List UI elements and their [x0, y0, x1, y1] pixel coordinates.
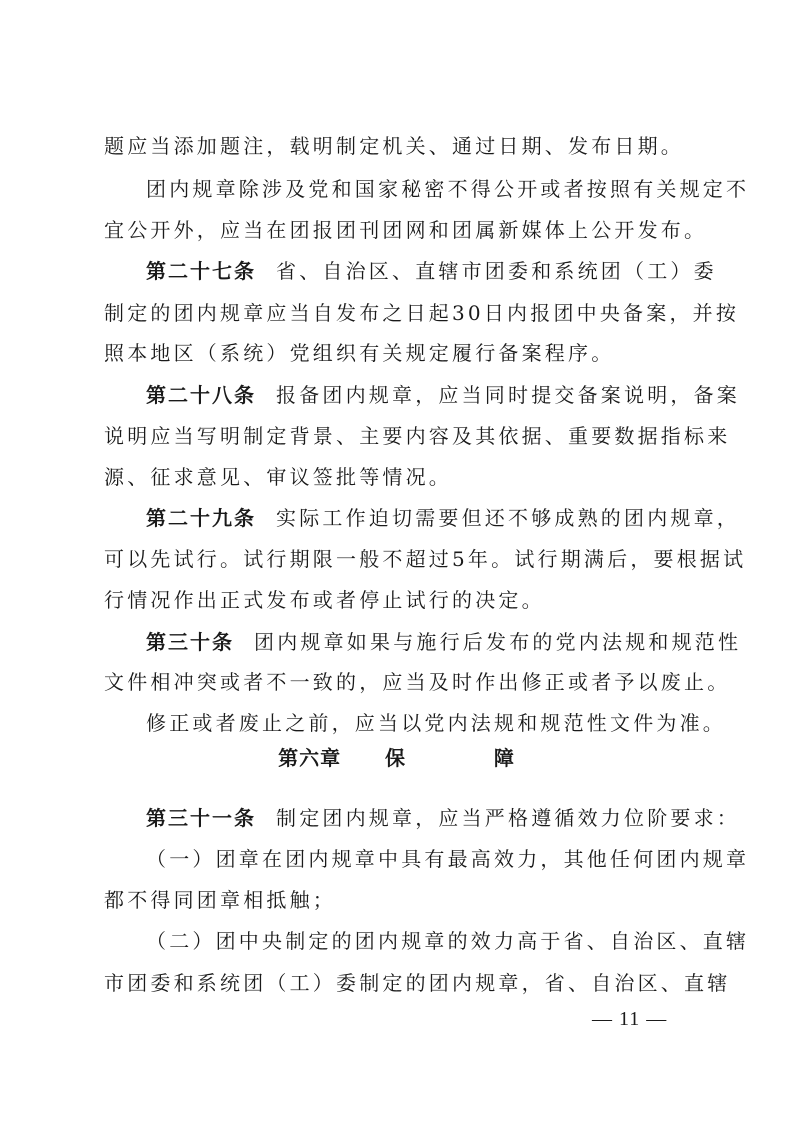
article-31-line	[146, 806, 740, 830]
article-30-text: 团内规章如果与施行后发布的党内法规和规范性	[254, 630, 742, 654]
body-text-line: 制定的团内规章应当自发布之日起30日内报团中央备案，并按	[104, 301, 740, 325]
body-text-line: （一）团章在团内规章中具有最高效力，其他任何团内规章	[146, 847, 750, 871]
body-text-line: 照本地区（系统）党组织有关规定履行备案程序。	[104, 341, 615, 365]
article-28-text: 报备团内规章，应当同时提交备案说明，备案	[276, 383, 740, 407]
article-30-label: 第三十条	[146, 630, 234, 654]
article-27-label: 第二十七条	[146, 259, 256, 283]
article-29-line	[146, 506, 740, 530]
article-30-line	[146, 630, 742, 654]
body-text-line: 文件相冲突或者不一致的，应当及时作出修正或者予以废止。	[104, 670, 731, 694]
article-31-text: 制定团内规章，应当严格遵循效力位阶要求：	[276, 806, 740, 830]
body-text-line: 源、征求意见、审议签批等情况。	[104, 465, 452, 489]
body-text-line: 行情况作出正式发布或者停止试行的决定。	[104, 588, 545, 612]
body-text-line: 宜公开外，应当在团报团刊团网和团属新媒体上公开发布。	[104, 218, 708, 242]
article-29-text: 实际工作迫切需要但还不够成熟的团内规章，	[276, 506, 740, 530]
body-text-line: （二）团中央制定的团内规章的效力高于省、自治区、直辖	[146, 929, 750, 953]
body-text-line: 修正或者废止之前，应当以党内法规和规范性文件为准。	[146, 711, 726, 735]
article-28-label: 第二十八条	[146, 383, 256, 407]
body-text-line: 可以先试行。试行期限一般不超过5年。试行期满后，要根据试	[104, 547, 747, 571]
body-text-line: 题应当添加题注，载明制定机关、通过日期、发布日期。	[104, 134, 684, 158]
page-number: — 11 —	[592, 1008, 668, 1030]
article-29-label: 第二十九条	[146, 506, 256, 530]
body-text-line: 都不得同团章相抵触；	[104, 888, 336, 912]
article-27-line	[146, 259, 731, 283]
body-text-line: 说明应当写明制定背景、主要内容及其依据、重要数据指标来	[104, 424, 731, 448]
chapter-title: 第六章 保 障	[278, 746, 515, 770]
article-28-line	[146, 383, 740, 407]
article-31-label: 第三十一条	[146, 806, 256, 830]
body-text-line: 团内规章除涉及党和国家秘密不得公开或者按照有关规定不	[146, 177, 750, 201]
body-text-line: 市团委和系统团（工）委制定的团内规章，省、自治区、直辖	[104, 971, 731, 995]
article-27-text: 省、自治区、直辖市团委和系统团（工）委	[276, 259, 717, 283]
